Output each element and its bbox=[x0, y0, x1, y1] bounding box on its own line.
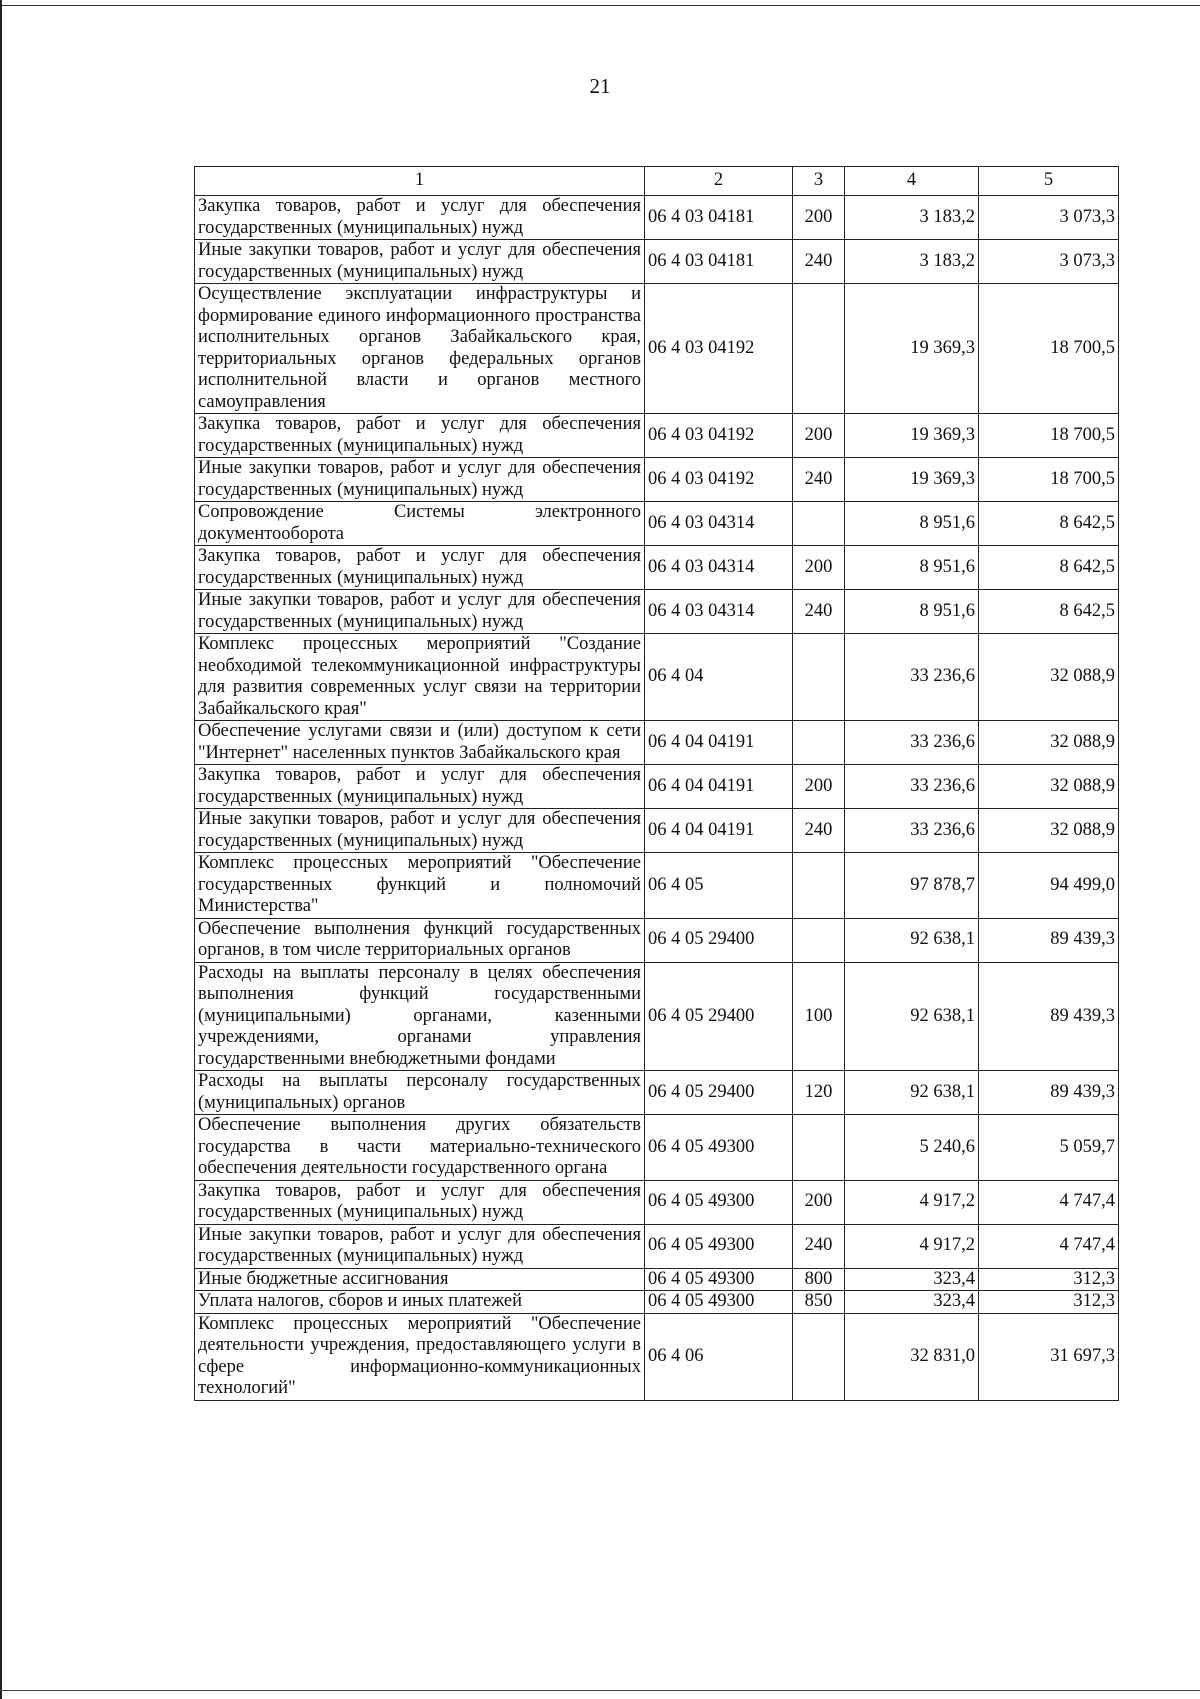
row-name: Иные закупки товаров, работ и услуг для обеспечения государственных (муниципальных) нужд bbox=[195, 590, 645, 634]
row-name: Закупка товаров, работ и услуг для обеспечения государственных (муниципальных) нужд bbox=[195, 546, 645, 590]
row-vr: 200 bbox=[793, 546, 845, 590]
row-value-col4: 33 236,6 bbox=[845, 634, 979, 721]
row-name: Комплекс процессных мероприятий "Создание необходимой телекоммуникационной инфраструктуры для развития современных услуг связи на территории Забайкальского края" bbox=[195, 634, 645, 721]
row-name: Обеспечение услугами связи и (или) доступом к сети "Интернет" населенных пунктов Забайкальского края bbox=[195, 721, 645, 765]
table-row bbox=[195, 1071, 1119, 1115]
row-name: Уплата налогов, сборов и иных платежей bbox=[195, 1291, 645, 1314]
row-value-col4: 8 951,6 bbox=[845, 590, 979, 634]
table-row bbox=[195, 546, 1119, 590]
row-value-col5: 31 697,3 bbox=[979, 1313, 1119, 1400]
row-name: Иные закупки товаров, работ и услуг для обеспечения государственных (муниципальных) нужд bbox=[195, 809, 645, 853]
scan-bottom-edge bbox=[0, 1690, 1200, 1691]
table-row bbox=[195, 414, 1119, 458]
row-value-col4: 32 831,0 bbox=[845, 1313, 979, 1400]
row-vr bbox=[793, 721, 845, 765]
row-vr bbox=[793, 284, 845, 414]
row-value-col5: 32 088,9 bbox=[979, 765, 1119, 809]
header-col-3: 3 bbox=[793, 167, 845, 196]
row-name: Иные закупки товаров, работ и услуг для обеспечения государственных (муниципальных) нужд bbox=[195, 1224, 645, 1268]
budget-table bbox=[194, 166, 1119, 1401]
header-row bbox=[195, 167, 1119, 196]
header-col-4: 4 bbox=[845, 167, 979, 196]
table-row bbox=[195, 1313, 1119, 1400]
row-name: Иные бюджетные ассигнования bbox=[195, 1268, 645, 1291]
row-value-col5: 32 088,9 bbox=[979, 634, 1119, 721]
row-value-col5: 89 439,3 bbox=[979, 918, 1119, 962]
row-value-col4: 92 638,1 bbox=[845, 918, 979, 962]
row-name: Иные закупки товаров, работ и услуг для обеспечения государственных (муниципальных) нужд bbox=[195, 458, 645, 502]
header-col-5: 5 bbox=[979, 167, 1119, 196]
row-value-col4: 4 917,2 bbox=[845, 1224, 979, 1268]
row-name: Комплекс процессных мероприятий "Обеспечение государственных функций и полномочий Министерства" bbox=[195, 853, 645, 919]
row-vr: 850 bbox=[793, 1291, 845, 1314]
row-code: 06 4 06 bbox=[645, 1313, 793, 1400]
row-value-col4: 323,4 bbox=[845, 1268, 979, 1291]
table-row bbox=[195, 284, 1119, 414]
row-value-col5: 18 700,5 bbox=[979, 458, 1119, 502]
row-code: 06 4 03 04314 bbox=[645, 590, 793, 634]
table-row bbox=[195, 196, 1119, 240]
scan-left-edge bbox=[0, 0, 2, 1699]
row-vr: 240 bbox=[793, 240, 845, 284]
row-code: 06 4 05 49300 bbox=[645, 1115, 793, 1181]
row-value-col4: 92 638,1 bbox=[845, 1071, 979, 1115]
row-vr bbox=[793, 502, 845, 546]
row-value-col5: 3 073,3 bbox=[979, 240, 1119, 284]
header-col-2: 2 bbox=[645, 167, 793, 196]
row-name: Закупка товаров, работ и услуг для обеспечения государственных (муниципальных) нужд bbox=[195, 765, 645, 809]
row-value-col5: 8 642,5 bbox=[979, 546, 1119, 590]
row-code: 06 4 05 49300 bbox=[645, 1268, 793, 1291]
table-row bbox=[195, 1268, 1119, 1291]
row-value-col5: 8 642,5 bbox=[979, 590, 1119, 634]
table-row bbox=[195, 918, 1119, 962]
row-value-col4: 92 638,1 bbox=[845, 962, 979, 1071]
row-value-col5: 5 059,7 bbox=[979, 1115, 1119, 1181]
row-vr: 200 bbox=[793, 196, 845, 240]
row-vr: 120 bbox=[793, 1071, 845, 1115]
row-code: 06 4 05 29400 bbox=[645, 918, 793, 962]
header-col-1: 1 bbox=[195, 167, 645, 196]
row-value-col5: 89 439,3 bbox=[979, 1071, 1119, 1115]
row-vr bbox=[793, 634, 845, 721]
row-code: 06 4 05 49300 bbox=[645, 1224, 793, 1268]
row-value-col5: 312,3 bbox=[979, 1268, 1119, 1291]
row-value-col5: 89 439,3 bbox=[979, 962, 1119, 1071]
row-vr bbox=[793, 918, 845, 962]
row-value-col4: 3 183,2 bbox=[845, 196, 979, 240]
row-value-col4: 33 236,6 bbox=[845, 721, 979, 765]
row-value-col4: 323,4 bbox=[845, 1291, 979, 1314]
row-value-col5: 94 499,0 bbox=[979, 853, 1119, 919]
row-code: 06 4 03 04314 bbox=[645, 546, 793, 590]
row-code: 06 4 04 04191 bbox=[645, 721, 793, 765]
row-value-col5: 3 073,3 bbox=[979, 196, 1119, 240]
table-row bbox=[195, 1180, 1119, 1224]
row-code: 06 4 04 04191 bbox=[645, 809, 793, 853]
row-code: 06 4 04 bbox=[645, 634, 793, 721]
row-code: 06 4 05 29400 bbox=[645, 1071, 793, 1115]
row-code: 06 4 05 49300 bbox=[645, 1180, 793, 1224]
row-value-col4: 33 236,6 bbox=[845, 765, 979, 809]
row-value-col5: 32 088,9 bbox=[979, 721, 1119, 765]
row-value-col5: 4 747,4 bbox=[979, 1180, 1119, 1224]
row-value-col4: 19 369,3 bbox=[845, 414, 979, 458]
row-vr bbox=[793, 1115, 845, 1181]
row-value-col5: 4 747,4 bbox=[979, 1224, 1119, 1268]
row-value-col4: 97 878,7 bbox=[845, 853, 979, 919]
row-value-col4: 19 369,3 bbox=[845, 284, 979, 414]
row-vr: 800 bbox=[793, 1268, 845, 1291]
row-name: Комплекс процессных мероприятий "Обеспечение деятельности учреждения, предоставляющего услуги в сфере информационно-коммуникационных технологий" bbox=[195, 1313, 645, 1400]
row-value-col5: 18 700,5 bbox=[979, 414, 1119, 458]
row-vr bbox=[793, 1313, 845, 1400]
table-row bbox=[195, 634, 1119, 721]
row-value-col4: 8 951,6 bbox=[845, 546, 979, 590]
row-vr: 100 bbox=[793, 962, 845, 1071]
row-value-col5: 8 642,5 bbox=[979, 502, 1119, 546]
row-vr bbox=[793, 853, 845, 919]
table-row bbox=[195, 809, 1119, 853]
row-code: 06 4 03 04192 bbox=[645, 284, 793, 414]
row-name: Сопровождение Системы электронного документооборота bbox=[195, 502, 645, 546]
row-name: Осуществление эксплуатации инфраструктуры и формирование единого информационного пространства исполнительных органов Забайкальского края, территориальных органов федеральных органов исполнительной власти и органов местного самоуправления bbox=[195, 284, 645, 414]
table-row bbox=[195, 502, 1119, 546]
row-name: Иные закупки товаров, работ и услуг для обеспечения государственных (муниципальных) нужд bbox=[195, 240, 645, 284]
table-row bbox=[195, 240, 1119, 284]
row-name: Обеспечение выполнения других обязательств государства в части материально-технического обеспечения деятельности государственного органа bbox=[195, 1115, 645, 1181]
table-row bbox=[195, 721, 1119, 765]
row-value-col5: 18 700,5 bbox=[979, 284, 1119, 414]
row-name: Расходы на выплаты персоналу государственных (муниципальных) органов bbox=[195, 1071, 645, 1115]
row-name: Расходы на выплаты персоналу в целях обеспечения выполнения функций государственными (муниципальными) органами, казенными учреждениями, органами управления государственными внебюджетными фондами bbox=[195, 962, 645, 1071]
row-vr: 240 bbox=[793, 458, 845, 502]
table-row bbox=[195, 1224, 1119, 1268]
row-code: 06 4 03 04192 bbox=[645, 458, 793, 502]
table-row bbox=[195, 458, 1119, 502]
row-value-col4: 19 369,3 bbox=[845, 458, 979, 502]
row-value-col4: 33 236,6 bbox=[845, 809, 979, 853]
row-code: 06 4 03 04181 bbox=[645, 196, 793, 240]
table-row bbox=[195, 962, 1119, 1071]
row-vr: 240 bbox=[793, 1224, 845, 1268]
row-name: Закупка товаров, работ и услуг для обеспечения государственных (муниципальных) нужд bbox=[195, 196, 645, 240]
row-name: Закупка товаров, работ и услуг для обеспечения государственных (муниципальных) нужд bbox=[195, 1180, 645, 1224]
row-code: 06 4 03 04192 bbox=[645, 414, 793, 458]
row-vr: 200 bbox=[793, 414, 845, 458]
row-code: 06 4 04 04191 bbox=[645, 765, 793, 809]
table-row bbox=[195, 1291, 1119, 1314]
row-value-col5: 312,3 bbox=[979, 1291, 1119, 1314]
table-row bbox=[195, 853, 1119, 919]
row-vr: 200 bbox=[793, 1180, 845, 1224]
page-number: 21 bbox=[589, 74, 611, 98]
row-code: 06 4 05 bbox=[645, 853, 793, 919]
row-name: Обеспечение выполнения функций государственных органов, в том числе территориальных органов bbox=[195, 918, 645, 962]
table-body bbox=[195, 196, 1119, 1401]
row-name: Закупка товаров, работ и услуг для обеспечения государственных (муниципальных) нужд bbox=[195, 414, 645, 458]
row-value-col4: 8 951,6 bbox=[845, 502, 979, 546]
row-value-col4: 5 240,6 bbox=[845, 1115, 979, 1181]
row-vr: 240 bbox=[793, 590, 845, 634]
scan-top-edge bbox=[0, 0, 1200, 6]
row-vr: 200 bbox=[793, 765, 845, 809]
row-vr: 240 bbox=[793, 809, 845, 853]
row-value-col5: 32 088,9 bbox=[979, 809, 1119, 853]
table-row bbox=[195, 765, 1119, 809]
row-value-col4: 3 183,2 bbox=[845, 240, 979, 284]
table-row bbox=[195, 1115, 1119, 1181]
row-code: 06 4 05 49300 bbox=[645, 1291, 793, 1314]
row-code: 06 4 03 04181 bbox=[645, 240, 793, 284]
row-code: 06 4 05 29400 bbox=[645, 962, 793, 1071]
table-row bbox=[195, 590, 1119, 634]
row-value-col4: 4 917,2 bbox=[845, 1180, 979, 1224]
row-code: 06 4 03 04314 bbox=[645, 502, 793, 546]
